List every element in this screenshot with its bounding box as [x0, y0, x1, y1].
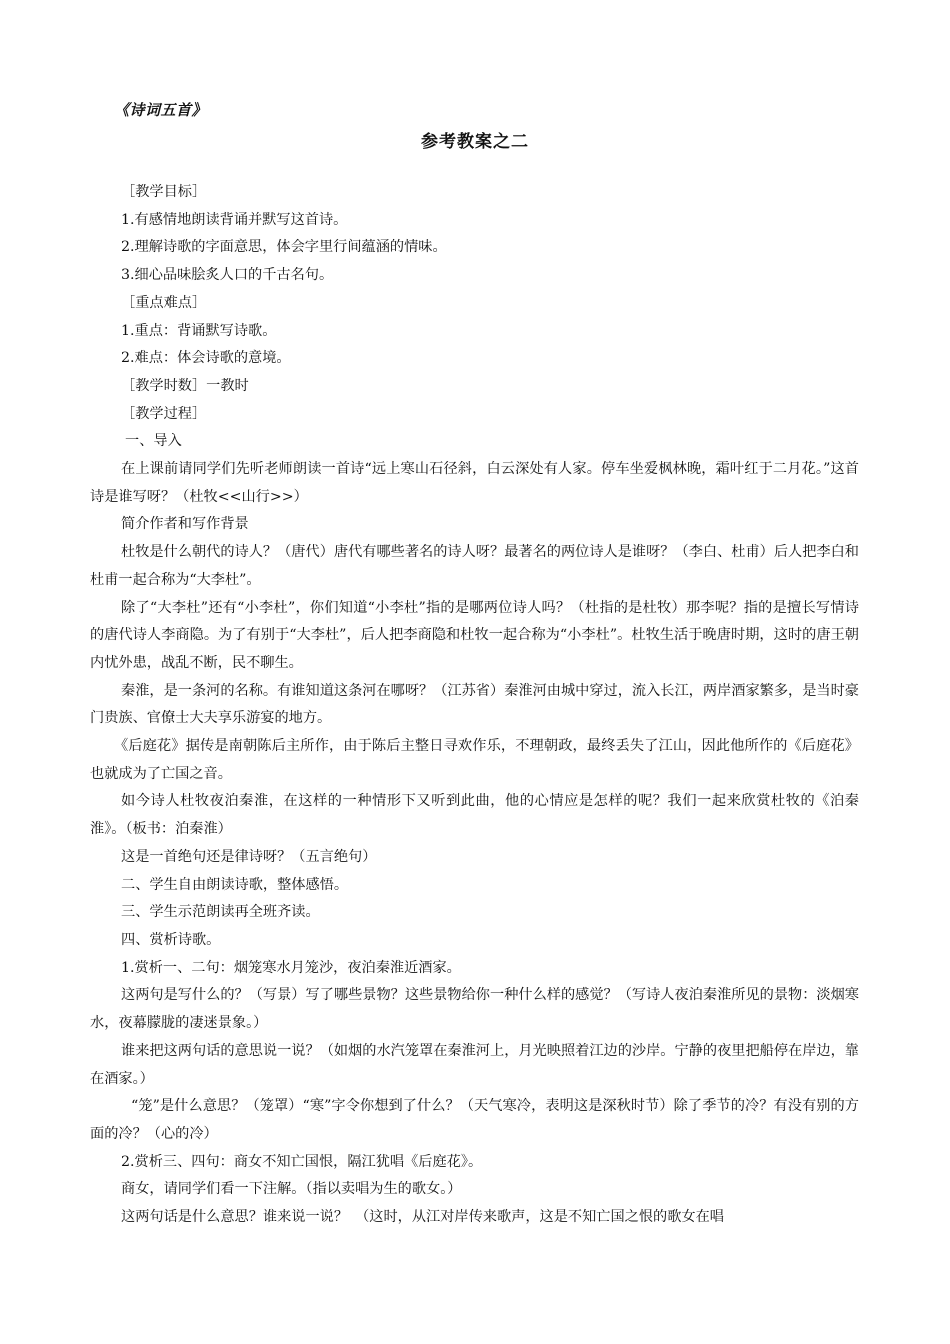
- paragraph: 这两句是写什么的？（写景）写了哪些景物？这些景物给你一种什么样的感觉？（写诗人夜泊秦淮所见的景物：淡烟寒水，夜幕朦胧的凄迷景象。）: [90, 987, 859, 1032]
- paragraph: ［教学目标］: [121, 184, 207, 200]
- paragraph: ［重点难点］: [121, 294, 207, 311]
- paragraph: 除了“大李杜”还有“小李杜”，你们知道“小李杜”指的是哪两位诗人吗？（杜指的是杜牧）那李呢？指的是擅长写情诗的唐代诗人李商隐。为了有别于“大李杜”，后人把李商隐和杜牧一起合称为“小李杜”。杜牧生活于晚唐时期，这时的唐王朝内忧外患，战乱不断，民不聊生。: [90, 599, 859, 671]
- paragraph: 1.赏析一、二句：烟笼寒水月笼沙，夜泊秦淮近酒家。: [121, 959, 461, 976]
- paragraph: 如今诗人杜牧夜泊秦淮，在这样的一种情形下又听到此曲，他的心情应是怎样的呢？我们一起来欣赏杜牧的《泊秦淮》。（板书：泊秦淮）: [90, 793, 859, 838]
- paragraph: 在上课前请同学们先听老师朗读一首诗“远上寒山石径斜，白云深处有人家。停车坐爱枫林晚，霜叶红于二月花。”这首诗是谁写呀？（杜牧<<山行>>）: [90, 461, 859, 505]
- paragraph: 1.重点：背诵默写诗歌。: [121, 322, 277, 339]
- paragraph: 谁来把这两句话的意思说一说？（如烟的水汽笼罩在秦淮河上，月光映照着江边的沙岸。宁静的夜里把船停在岸边，靠在酒家。）: [90, 1042, 859, 1087]
- document-body: [90, 179, 859, 1232]
- paragraph: 秦淮，是一条河的名称。有谁知道这条河在哪呀？（江苏省）秦淮河由城中穿过，流入长江，两岸酒家繁多，是当时豪门贵族、官僚士大夫享乐游宴的地方。: [90, 682, 859, 727]
- paragraph: 《后庭花》据传是南朝陈后主所作，由于陈后主整日寻欢作乐，不理朝政，最终丢失了江山，因此他所作的《后庭花》也就成为了亡国之音。: [90, 738, 859, 782]
- paragraph: 2.难点：体会诗歌的意境。: [121, 350, 291, 367]
- paragraph: 这两句话是什么意思？谁来说一说？ （这时，从江对岸传来歌声，这是不知亡国之恨的歌女在唱: [121, 1209, 724, 1226]
- paragraph: 三、学生示范朗读再全班齐读。: [121, 904, 320, 921]
- document-header-label: 《诗词五首》: [114, 101, 208, 119]
- paragraph: 2.赏析三、四句：商女不知亡国恨，隔江犹唱《后庭花》。: [121, 1153, 483, 1170]
- paragraph: 3.细心品味脍炙人口的千古名句。: [121, 267, 334, 284]
- paragraph: 商女，请同学们看一下注解。（指以卖唱为生的歌女。）: [121, 1181, 462, 1198]
- paragraph: “笼”是什么意思？（笼罩）“寒”字令你想到了什么？（天气寒冷，表明这是深秋时节）除了季节的冷？有没有别的方面的冷？（心的冷）: [90, 1098, 859, 1142]
- document-title: 参考教案之二: [421, 132, 529, 152]
- paragraph: 一、导入: [125, 433, 182, 450]
- paragraph: 1.有感情地朗读背诵并默写这首诗。: [121, 211, 348, 228]
- paragraph: 简介作者和写作背景: [121, 516, 249, 533]
- paragraph: 2.理解诗歌的字面意思，体会字里行间蕴涵的情味。: [121, 239, 447, 256]
- paragraph: ［教学时数］一教时: [121, 377, 249, 394]
- paragraph: ［教学过程］: [121, 405, 207, 422]
- paragraph: 杜牧是什么朝代的诗人？（唐代）唐代有哪些著名的诗人呀？最著名的两位诗人是谁呀？（李白、杜甫）后人把李白和杜甫一起合称为“大李杜”。: [90, 544, 859, 588]
- paragraph: 二、学生自由朗读诗歌，整体感悟。: [121, 876, 349, 893]
- paragraph: 这是一首绝句还是律诗呀？（五言绝句）: [121, 848, 377, 865]
- paragraph: 四、赏析诗歌。: [121, 931, 221, 948]
